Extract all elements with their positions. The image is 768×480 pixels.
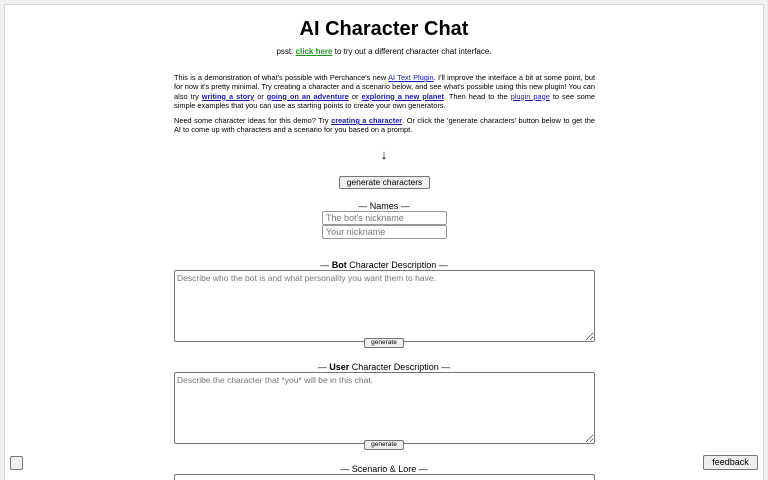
- user-nickname-input[interactable]: [322, 225, 447, 239]
- user-description-label: [5, 362, 763, 372]
- feedback-button[interactable]: [703, 455, 758, 470]
- psst-prefix: psst.: [276, 47, 296, 56]
- intro-text-5: . Then head to the: [444, 91, 511, 101]
- generate-label: generate: [371, 339, 397, 346]
- bot-label-suffix: Character Description —: [346, 260, 448, 270]
- generate-characters-label: generate characters: [346, 177, 423, 187]
- page-container: [4, 4, 764, 480]
- generate-label: generate: [371, 441, 397, 448]
- bot-label-bold: Bot: [331, 260, 347, 270]
- click-here-link[interactable]: click here: [295, 47, 333, 56]
- page-title: AI Character Chat: [299, 18, 469, 40]
- corner-icon-button[interactable]: [10, 456, 23, 470]
- intro-text-2: . I'll improve the interface a bit at some point, but for now it's pretty minimal. Try creating a character and a scenario below, and see what's possible using this new plugin! You can also try: [174, 73, 595, 101]
- down-arrow-icon: ↓: [380, 147, 388, 162]
- bot-description-textarea[interactable]: [174, 270, 595, 342]
- user-label-prefix: —: [317, 362, 330, 372]
- user-label-suffix: Character Description —: [349, 362, 451, 372]
- writing-a-story-link[interactable]: writing a story: [201, 91, 255, 101]
- bot-nickname-input[interactable]: [322, 211, 447, 225]
- ai-text-plugin-link[interactable]: AI Text Plugin: [388, 73, 434, 82]
- exploring-a-new-planet-link[interactable]: exploring a new planet: [361, 91, 444, 101]
- ideas-paragraph: [174, 116, 595, 135]
- intro-text-6: to see some simple examples that you can use as starting points to create your own generators.: [174, 91, 596, 110]
- intro-paragraph: [174, 73, 595, 110]
- psst-note: [5, 47, 763, 56]
- feedback-label: feedback: [712, 457, 749, 467]
- user-description-textarea[interactable]: [174, 372, 595, 444]
- generate-bot-description-button[interactable]: [364, 338, 404, 348]
- bot-description-label: [5, 260, 763, 270]
- bot-label-prefix: —: [320, 260, 332, 270]
- user-label-bold: User: [329, 362, 350, 372]
- intro-text-4: or: [348, 91, 362, 101]
- plugin-page-link[interactable]: plugin page: [510, 91, 550, 101]
- scenario-label: — Scenario & Lore —: [340, 464, 428, 474]
- intro-text-1: This is a demonstration of what's possible with Perchance's new: [174, 73, 389, 82]
- generate-user-description-button[interactable]: [364, 440, 404, 450]
- names-label: — Names —: [358, 201, 410, 211]
- generate-characters-button[interactable]: [339, 176, 430, 189]
- intro-text-3: or: [254, 91, 267, 101]
- ideas-text-2: . Or click the 'generate characters' button below to get the AI to come up with characters and a scenario for you based on a prompt.: [174, 116, 595, 135]
- psst-suffix: to try out a different character chat interface.: [332, 47, 492, 56]
- creating-a-character-link[interactable]: creating a character: [331, 116, 403, 125]
- scenario-textarea[interactable]: [174, 474, 595, 480]
- ideas-text-1: Need some character ideas for this demo? Try: [174, 116, 332, 125]
- going-on-an-adventure-link[interactable]: going on an adventure: [266, 91, 349, 101]
